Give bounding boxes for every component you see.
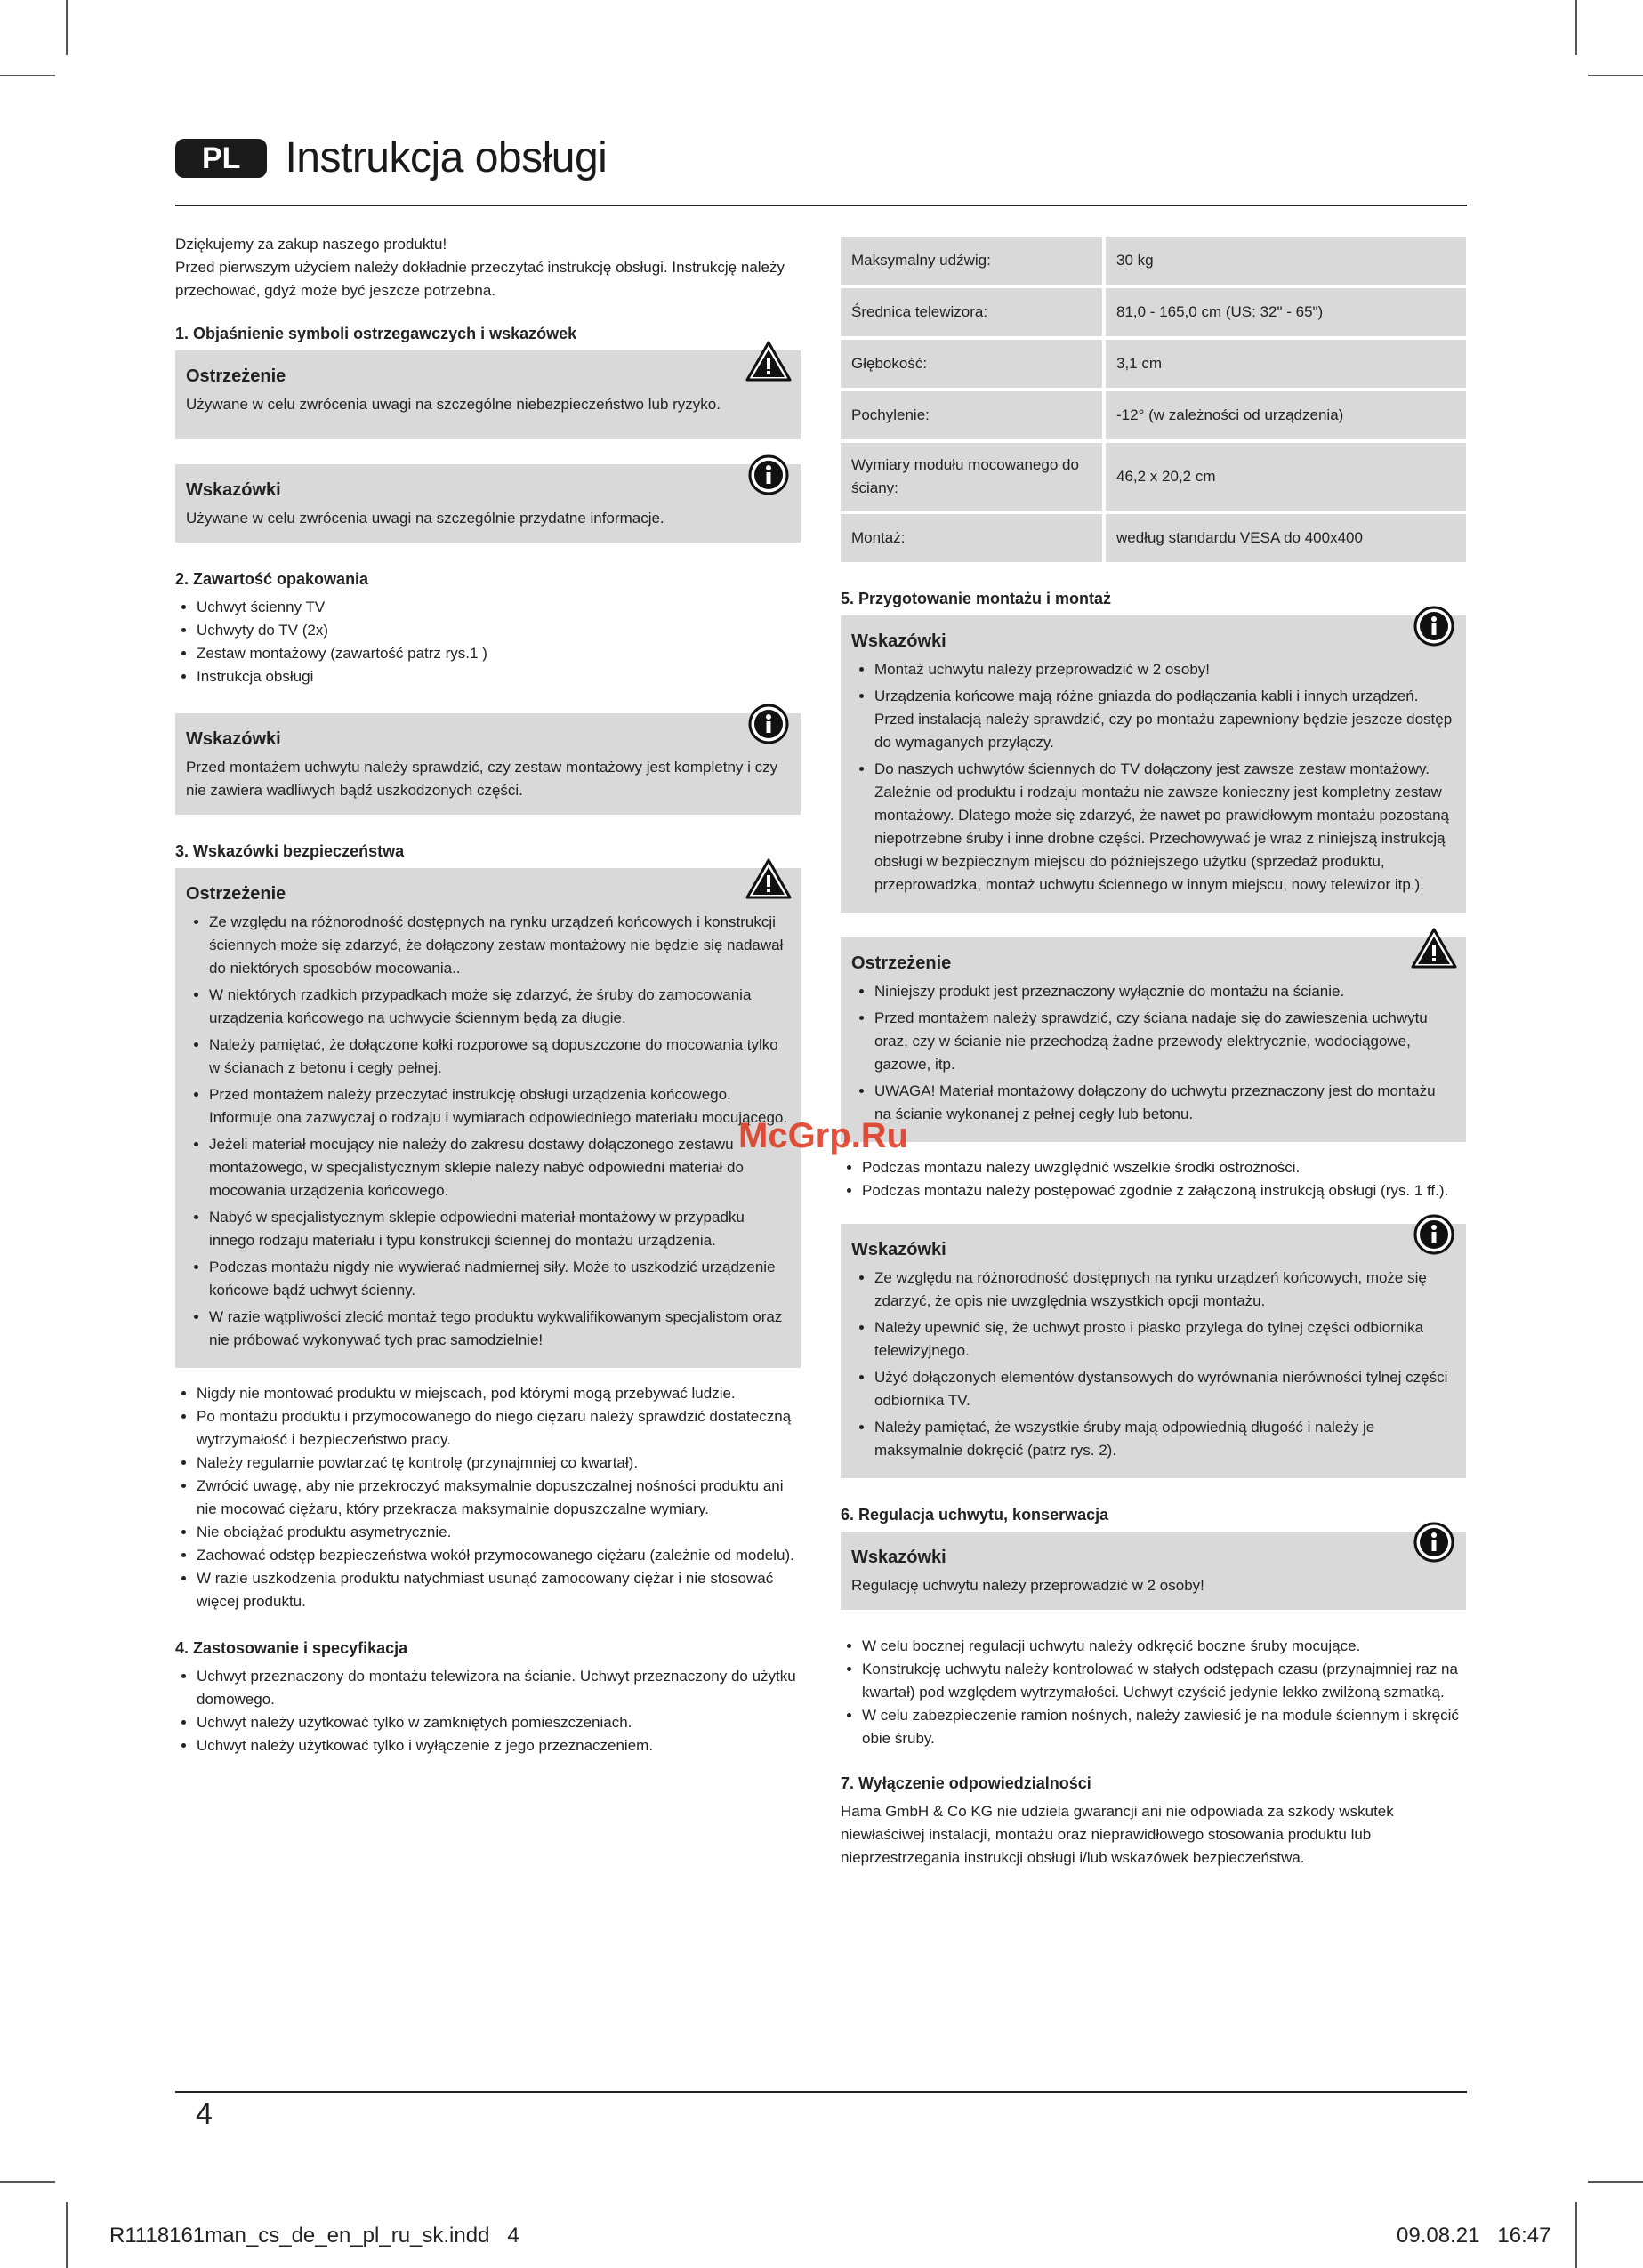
crop-mark <box>1588 2181 1643 2183</box>
list-item: • Uchwyty do TV (2x) <box>197 619 801 642</box>
section-4-title: 4. Zastosowanie i specyfikacja <box>175 1639 408 1657</box>
warning-triangle-icon <box>745 857 792 900</box>
list-item: • W niektórych rzadkich przypadkach może się zdarzyć, że śruby do zamocowania urządzenia końcowego na uchwycie ściennym będą za długie. <box>209 984 790 1030</box>
warning-title: Ostrzeżenie <box>186 884 286 904</box>
section-6-title: 6. Regulacja uchwytu, konserwacja <box>841 1506 1109 1524</box>
watermark: McGrp.Ru <box>738 1116 909 1155</box>
page-header <box>175 133 607 182</box>
list-item: • Nigdy nie montować produktu w miejscach, pod którymi mogą przebywać ludzie. <box>197 1382 801 1405</box>
warning-list <box>851 980 1455 1126</box>
maintenance-list <box>841 1635 1466 1750</box>
page-title: Instrukcja obsługi <box>285 134 608 181</box>
crop-mark <box>0 75 55 76</box>
table-row <box>841 340 1466 388</box>
intro <box>175 233 801 302</box>
info-icon <box>1411 605 1457 647</box>
section-7-title: 7. Wyłączenie odpowiedzialności <box>841 1774 1091 1792</box>
list-item: • Użyć dołączonych elementów dystansowych do wyrównania nierówności tylnej części odbiornika TV. <box>874 1366 1455 1412</box>
list-item: • Montaż uchwytu należy przeprowadzić w 2 osoby! <box>874 658 1455 681</box>
notes-list <box>851 1267 1455 1462</box>
notes-list <box>851 658 1455 897</box>
intro-line-2: Przed pierwszym użyciem należy dokładnie przeczytać instrukcję obsługi. Instrukcję należy przechować, gdyż może być jeszcze potrzebna. <box>175 259 785 299</box>
table-row <box>841 391 1466 439</box>
crop-mark <box>0 2181 55 2183</box>
warning-box <box>175 868 801 1368</box>
notes-box <box>175 713 801 815</box>
list-item: • Do naszych uchwytów ściennych do TV dołączony jest zawsze zestaw montażowy. Zależnie od produktu i rodzaju montażu nie zawsze konieczny jest kompletny zestaw montażowy. Dlatego może się zdarzyć, że nawet po prawidłowym montażu pozostaną niepotrzebne śruby i inne drobne części. Przechowywać je wraz z niniejszą instrukcją obsługi w bezpiecznym miejscu do późniejszego użytku (sprzedaż produktu, przeprowadzka, montaż uchwytu ściennego w innym miejscu, nowy telewizor itp.). <box>874 758 1455 897</box>
notes-title: Wskazówki <box>851 1548 946 1567</box>
crop-mark <box>1588 75 1643 76</box>
list-item: • Podczas montażu nigdy nie wywierać nadmiernej siły. Może to uszkodzić urządzenie końcowe bądź uchwyt ścienny. <box>209 1256 790 1302</box>
crop-mark <box>1575 2202 1577 2268</box>
info-icon <box>1411 1213 1457 1256</box>
header-rule <box>175 205 1467 206</box>
crop-mark <box>66 0 68 55</box>
table-row <box>841 288 1466 336</box>
info-icon <box>1411 1521 1457 1564</box>
spec-value: 81,0 - 165,0 cm (US: 32" - 65") <box>1106 288 1466 336</box>
right-column <box>841 233 1466 1870</box>
table-row <box>841 443 1466 511</box>
warning-text: Używane w celu zwrócenia uwagi na szczególne niebezpieczeństwo lub ryzyko. <box>186 396 721 413</box>
spec-label: Głębokość: <box>841 340 1106 388</box>
list-item: • W celu zabezpieczenie ramion nośnych, należy zawiesić je na module ściennym i skręcić obie śruby. <box>862 1704 1466 1750</box>
spec-label: Pochylenie: <box>841 391 1106 439</box>
list-item: • Uchwyt przeznaczony do montażu telewizora na ścianie. Uchwyt przeznaczony do użytku domowego. <box>197 1665 801 1711</box>
footer-date: 09.08.21 16:47 <box>1397 2224 1551 2248</box>
list-item: • Uchwyt należy użytkować tylko i wyłączenie z jego przeznaczeniem. <box>197 1734 801 1757</box>
crop-mark <box>66 2202 68 2268</box>
disclaimer-text: Hama GmbH & Co KG nie udziela gwarancji ani nie odpowiada za szkody wskutek niewłaściwej instalacji, montażu oraz nieprawidłowego stosowania produktu lub nieprzestrzegania instrukcji obsługi i/lub wskazówek bezpieczeństwa. <box>841 1803 1394 1866</box>
info-icon <box>745 454 792 496</box>
footer-rule <box>175 2091 1467 2093</box>
list-item: • Konstrukcję uchwytu należy kontrolować w stałych odstępach czasu (przynajmniej raz na kwartał) pod względem wytrzymałości. Uchwyt czyścić jedynie lekko zwilżoną szmatką. <box>862 1658 1466 1704</box>
spec-value: według standardu VESA do 400x400 <box>1106 514 1466 562</box>
list-item: • Należy upewnić się, że uchwyt prosto i płasko przylega do tylnej części odbiornika telewizyjnego. <box>874 1316 1455 1363</box>
warning-box <box>175 350 801 439</box>
list-item: • Podczas montażu należy uwzględnić wszelkie środki ostrożności. <box>862 1156 1466 1179</box>
language-badge: PL <box>175 139 267 178</box>
safety-list <box>175 1382 801 1613</box>
list-item: • Należy pamiętać, że dołączone kołki rozporowe są dopuszczone do mocowania tylko w ścianach z betonu i cegły pełnej. <box>209 1033 790 1080</box>
notes-title: Wskazówki <box>186 729 281 749</box>
list-item: • Podczas montażu należy postępować zgodnie z załączoną instrukcją obsługi (rys. 1 ff.). <box>862 1179 1466 1202</box>
spec-label: Montaż: <box>841 514 1106 562</box>
package-contents-list <box>175 596 801 688</box>
notes-title: Wskazówki <box>851 1240 946 1259</box>
list-item: • Przed montażem należy przeczytać instrukcję obsługi urządzenia końcowego. Informuje ona zazwyczaj o rodzaju i wymiarach odpowiedniego materiału mocującego. <box>209 1083 790 1130</box>
specification-table <box>841 233 1466 566</box>
list-item: • Uchwyt należy użytkować tylko w zamkniętych pomieszczeniach. <box>197 1711 801 1734</box>
usage-list <box>175 1665 801 1757</box>
list-item: • Instrukcja obsługi <box>197 665 801 688</box>
spec-label: Średnica telewizora: <box>841 288 1106 336</box>
warning-title: Ostrzeżenie <box>186 366 286 386</box>
section-2-title: 2. Zawartość opakowania <box>175 570 369 588</box>
list-item: • Ze względu na różnorodność dostępnych na rynku urządzeń końcowych, może się zdarzyć, że opis nie uwzględnia wszystkich opcji montażu. <box>874 1267 1455 1313</box>
list-item: • Po montażu produktu i przymocowanego do niego ciężaru należy sprawdzić dostateczną wytrzymałość i bezpieczeństwo pracy. <box>197 1405 801 1452</box>
section-3-title: 3. Wskazówki bezpieczeństwa <box>175 842 405 860</box>
list-item: • Przed montażem należy sprawdzić, czy ściana nadaje się do zawieszenia uchwytu oraz, czy w ścianie nie przechodzą żadne przewody elektrycznie, wodociągowe, gazowe, itp. <box>874 1007 1455 1076</box>
spec-label: Wymiary modułu mocowanego do ściany: <box>841 443 1106 511</box>
left-column <box>175 233 801 1779</box>
list-item: • UWAGA! Materiał montażowy dołączony do uchwytu przeznaczony jest do montażu na ścianie wykonanej z pełnej cegły lub betonu. <box>874 1080 1455 1126</box>
section-1-title: 1. Objaśnienie symboli ostrzegawczych i wskazówek <box>175 325 577 342</box>
intro-line-1: Dziękujemy za zakup naszego produktu! <box>175 236 447 253</box>
list-item: • Zestaw montażowy (zawartość patrz rys.1 ) <box>197 642 801 665</box>
spec-label: Maksymalny udźwig: <box>841 237 1106 285</box>
list-item: • Uchwyt ścienny TV <box>197 596 801 619</box>
notes-box <box>841 1224 1466 1478</box>
notes-box <box>841 615 1466 913</box>
notes-box <box>175 464 801 543</box>
list-item: • Zachować odstęp bezpieczeństwa wokół przymocowanego ciężaru (zależnie od modelu). <box>197 1544 801 1567</box>
notes-text: Przed montażem uchwytu należy sprawdzić, czy zestaw montażowy jest kompletny i czy nie zawiera wadliwych bądź uszkodzonych części. <box>186 759 778 799</box>
table-row <box>841 237 1466 285</box>
list-item: • Urządzenia końcowe mają różne gniazda do podłączania kabli i innych urządzeń. Przed instalacją należy sprawdzić, czy po montażu zapewniony będzie jeszcze dostęp do wymaganych przyłączy. <box>874 685 1455 754</box>
list-item: • Niniejszy produkt jest przeznaczony wyłącznie do montażu na ścianie. <box>874 980 1455 1003</box>
list-item: • W razie wątpliwości zlecić montaż tego produktu wykwalifikowanym specjalistom oraz nie próbować wykonywać tych prac samodzielnie! <box>209 1306 790 1352</box>
spec-value: 30 kg <box>1106 237 1466 285</box>
list-item: • W razie uszkodzenia produktu natychmiast usunąć zamocowany ciężar i nie stosować więcej produktu. <box>197 1567 801 1613</box>
list-item: • Nabyć w specjalistycznym sklepie odpowiedni materiał montażowy w przypadku innego rodzaju materiału i typu konstrukcji ściennej do montażu urządzenia. <box>209 1206 790 1252</box>
spec-value: 3,1 cm <box>1106 340 1466 388</box>
footer-filename: R1118161man_cs_de_en_pl_ru_sk.indd 4 <box>109 2224 519 2248</box>
list-item: • Ze względu na różnorodność dostępnych na rynku urządzeń końcowych i konstrukcji ściennych może się zdarzyć, że dołączony zestaw montażowy nie będzie się nadawał do niektórych sposobów mocowania.. <box>209 911 790 980</box>
notes-text: Używane w celu zwrócenia uwagi na szczególnie przydatne informacje. <box>186 510 664 527</box>
info-icon <box>745 703 792 745</box>
mounting-list <box>841 1156 1466 1202</box>
list-item: • Jeżeli materiał mocujący nie należy do zakresu dostawy dołączonego zestawu montażowego, w specjalistycznym sklepie należy nabyć odpowiedni materiał do mocowania urządzenia końcowego. <box>209 1133 790 1202</box>
notes-box <box>841 1532 1466 1610</box>
notes-title: Wskazówki <box>186 480 281 500</box>
warning-triangle-icon <box>745 340 792 382</box>
warning-triangle-icon <box>1411 927 1457 969</box>
page-number: 4 <box>196 2097 213 2131</box>
notes-title: Wskazówki <box>851 631 946 651</box>
list-item: • Należy pamiętać, że wszystkie śruby mają odpowiednią długość i należy je maksymalnie dokręcić (patrz rys. 2). <box>874 1416 1455 1462</box>
list-item: • Zwrócić uwagę, aby nie przekroczyć maksymalnie dopuszczalnej nośności produktu ani nie mocować ciężaru, który przekracza maksymalnie dopuszczalne wymiary. <box>197 1475 801 1521</box>
spec-value: 46,2 x 20,2 cm <box>1106 443 1466 511</box>
crop-mark <box>1575 0 1577 55</box>
list-item: • Nie obciążać produktu asymetrycznie. <box>197 1521 801 1544</box>
notes-text: Regulację uchwytu należy przeprowadzić w 2 osoby! <box>851 1577 1204 1594</box>
warning-list <box>186 911 790 1352</box>
list-item: • W celu bocznej regulacji uchwytu należy odkręcić boczne śruby mocujące. <box>862 1635 1466 1658</box>
spec-value: -12° (w zależności od urządzenia) <box>1106 391 1466 439</box>
section-5-title: 5. Przygotowanie montażu i montaż <box>841 590 1112 607</box>
warning-box <box>841 937 1466 1142</box>
warning-title: Ostrzeżenie <box>851 953 952 973</box>
table-row <box>841 514 1466 562</box>
list-item: • Należy regularnie powtarzać tę kontrolę (przynajmniej co kwartał). <box>197 1452 801 1475</box>
